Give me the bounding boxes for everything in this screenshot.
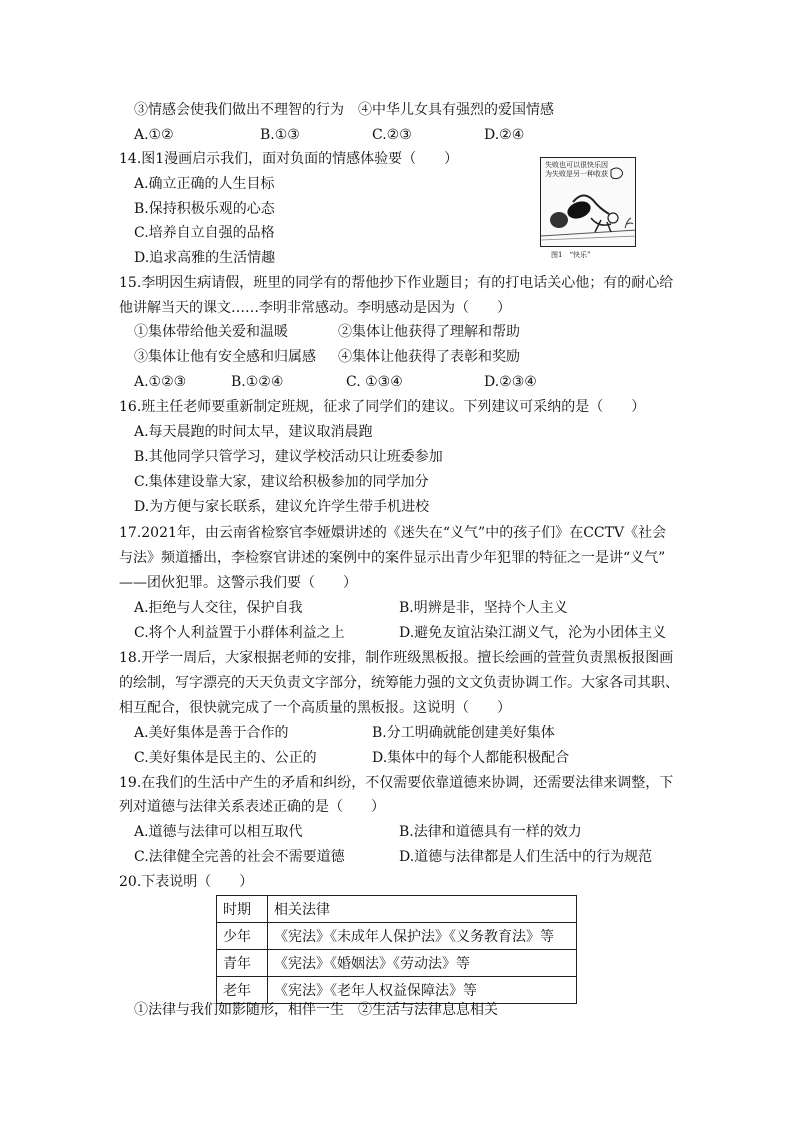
q18-stem-line2: 的绘制，写字漂亮的天天负责文字部分，统筹能力强的文文负责协调工作。大家各司其职、 [119, 675, 679, 691]
q15-option-d[interactable]: D.②③④ [484, 374, 537, 390]
q15-stem-line1: 15.李明因生病请假，班里的同学有的帮他抄下作业题目；有的打电话关心他；有的耐心给 [119, 275, 674, 291]
table-header-cell: 时期 [217, 896, 268, 923]
table-row [217, 923, 577, 950]
q19-option-a[interactable]: A.道德与法律可以相互取代 [134, 824, 303, 840]
q15-statement-2: ②集体让他获得了理解和帮助 [338, 324, 520, 340]
table-header-row [217, 896, 577, 923]
comic-caption: 图1 “快乐” [551, 251, 591, 259]
table-cell: 老年 [217, 977, 268, 1004]
q13-option-d[interactable]: D.②④ [484, 127, 525, 143]
q14-stem: 14.图1漫画启示我们，面对负面的情感体验要（ ） [119, 151, 459, 167]
table-cell: 《宪法》《婚姻法》《劳动法》等 [268, 950, 577, 977]
q17-stem-line3: ——团伙犯罪。这警示我们要（ ） [119, 575, 357, 591]
q19-option-c[interactable]: C.法律健全完善的社会不需要道德 [134, 849, 345, 865]
q17-option-c[interactable]: C.将个人利益置于小群体利益之上 [134, 625, 345, 641]
q16-option-a[interactable]: A.每天晨跑的时间太早，建议取消晨跑 [134, 424, 373, 440]
table-header-cell: 相关法律 [268, 896, 577, 923]
q14-option-d[interactable]: D.追求高雅的生活情趣 [134, 250, 276, 266]
q15-statement-1: ①集体带给他关爱和温暖 [134, 324, 288, 340]
q14-option-b[interactable]: B.保持积极乐观的心态 [134, 201, 275, 217]
q20-statements: ①法律与我们如影随形，相伴一生 ②生活与法律息息相关 [134, 1002, 498, 1018]
comic-speech-text: 失败也可以很快乐因为失败是另一种收获 [545, 161, 608, 178]
law-table [216, 895, 577, 1004]
q19-option-d[interactable]: D.道德与法律都是人们生活中的行为规范 [399, 849, 653, 865]
q19-option-b[interactable]: B.法律和道德具有一样的效力 [399, 824, 582, 840]
q16-option-d[interactable]: D.为方便与家长联系，建议允许学生带手机进校 [134, 499, 430, 515]
comic-drawing [541, 158, 636, 247]
q15-stem-line2: 他讲解当天的课文……李明非常感动。李明感动是因为（ ） [119, 300, 511, 316]
q17-option-b[interactable]: B.明辨是非，坚持个人主义 [399, 600, 568, 616]
q18-stem-line3: 相互配合，很快就完成了一个高质量的黑板报。这说明（ ） [119, 700, 511, 716]
table-cell: 《宪法》《未成年人保护法》《义务教育法》等 [268, 923, 577, 950]
q13-statements: ③情感会使我们做出不理智的行为 ④中华儿女具有强烈的爱国情感 [134, 102, 554, 118]
q13-option-c[interactable]: C.②③ [372, 127, 412, 143]
q18-option-d[interactable]: D.集体中的每个人都能积极配合 [372, 750, 570, 766]
q14-option-a[interactable]: A.确立正确的人生目标 [134, 176, 275, 192]
q16-stem: 16.班主任老师要重新制定班规，征求了同学们的建议。下列建议可采纳的是（ ） [119, 399, 646, 415]
q13-option-b[interactable]: B.①③ [260, 127, 300, 143]
q18-option-c[interactable]: C.美好集体是民主的、公正的 [134, 750, 317, 766]
q17-stem-line1: 17.2021年，由云南省检察官李娅嬛讲述的《迷失在“义气”中的孩子们》在CCTV《社会 [119, 525, 667, 541]
q19-stem-line2: 列对道德与法律关系表述正确的是（ ） [119, 799, 385, 815]
q15-statement-4: ④集体让他获得了表彰和奖励 [338, 349, 520, 365]
q15-option-c[interactable]: C. ①③④ [346, 374, 403, 390]
table-cell: 少年 [217, 923, 268, 950]
comic-image [540, 157, 636, 247]
q18-option-a[interactable]: A.美好集体是善于合作的 [134, 725, 289, 741]
q15-option-b[interactable]: B.①②④ [231, 374, 284, 390]
q14-option-c[interactable]: C.培养自立自强的品格 [134, 225, 275, 241]
q17-option-a[interactable]: A.拒绝与人交往，保护自我 [134, 600, 303, 616]
table-cell: 青年 [217, 950, 268, 977]
q17-stem-line2: 与法》频道播出，李检察官讲述的案例中的案件显示出青少年犯罪的特征之一是讲“义气” [119, 550, 666, 566]
q13-option-a[interactable]: A.①② [134, 127, 174, 143]
q15-option-a[interactable]: A.①②③ [134, 374, 187, 390]
q17-option-d[interactable]: D.避免友谊沾染江湖义气，沦为小团体主义 [399, 625, 667, 641]
table-cell: 《宪法》《老年人权益保障法》等 [268, 977, 577, 1004]
q20-stem: 20.下表说明（ ） [119, 874, 254, 890]
q19-stem-line1: 19.在我们的生活中产生的矛盾和纠纷，不仅需要依靠道德来协调，还需要法律来调整，下 [119, 775, 674, 791]
q18-option-b[interactable]: B.分工明确就能创建美好集体 [372, 725, 555, 741]
table-row [217, 950, 577, 977]
q16-option-c[interactable]: C.集体建设靠大家，建议给积极参加的同学加分 [134, 474, 429, 490]
q15-statement-3: ③集体让他有安全感和归属感 [134, 349, 316, 365]
q16-option-b[interactable]: B.其他同学只管学习，建议学校活动只让班委参加 [134, 449, 443, 465]
q18-stem-line1: 18.开学一周后，大家根据老师的安排，制作班级黑板报。擅长绘画的萱萱负责黑板报图画 [119, 650, 674, 666]
